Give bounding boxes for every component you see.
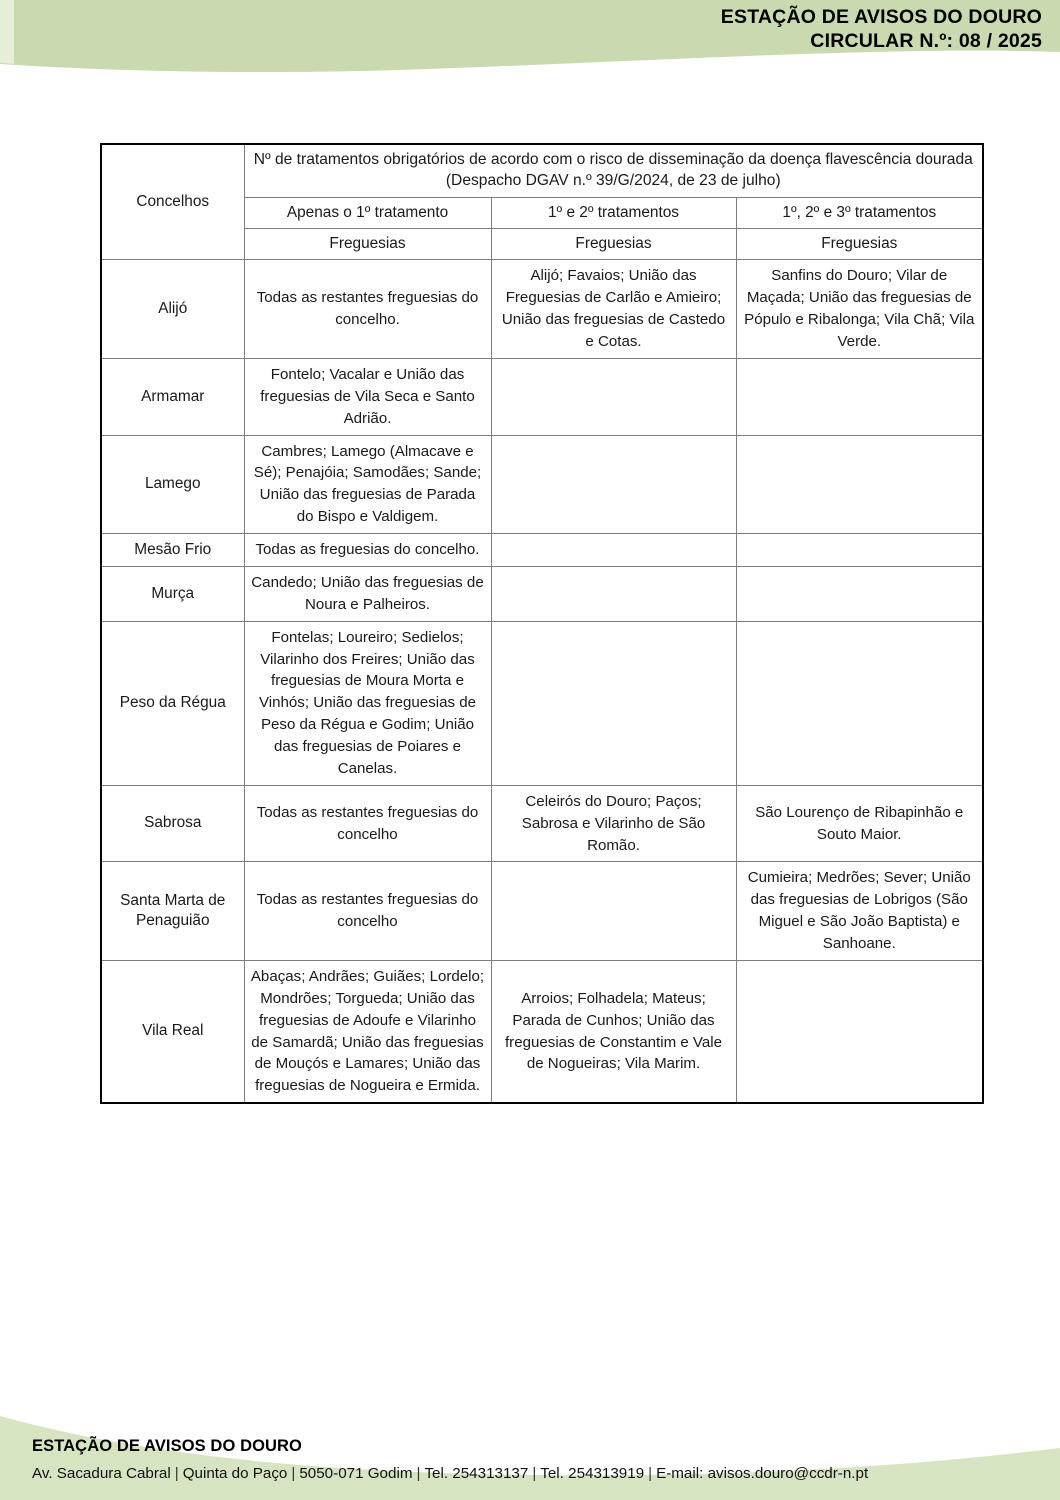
table-row xyxy=(101,960,983,1103)
header-freguesias-2: Freguesias xyxy=(491,229,736,260)
cell-treatment-3 xyxy=(736,358,983,435)
cell-treatment-1: Fontelo; Vacalar e União das freguesias de Vila Seca e Santo Adrião. xyxy=(244,358,491,435)
cell-concelho: Peso da Régua xyxy=(101,621,244,785)
cell-treatment-3 xyxy=(736,435,983,534)
cell-concelho: Santa Marta de Penaguião xyxy=(101,862,244,961)
cell-concelho: Sabrosa xyxy=(101,785,244,862)
cell-treatment-2 xyxy=(491,435,736,534)
header-row-title xyxy=(101,144,983,197)
footer-separator-5: | xyxy=(648,1465,653,1482)
header-freguesias-1: Freguesias xyxy=(244,229,491,260)
cell-treatment-1: Todas as freguesias do concelho. xyxy=(244,534,491,567)
cell-treatment-3 xyxy=(736,534,983,567)
cell-treatment-3: Cumieira; Medrões; Sever; União das freguesias de Lobrigos (São Miguel e São João Baptista) e Sanhoane. xyxy=(736,862,983,961)
header-col-1: Apenas o 1º tratamento xyxy=(244,197,491,228)
cell-treatment-1: Cambres; Lamego (Almacave e Sé); Penajóia; Samodães; Sande; União das freguesias de Parada do Bispo e Valdigem. xyxy=(244,435,491,534)
footer-org-name: ESTAÇÃO DE AVISOS DO DOURO xyxy=(32,1437,302,1455)
header-title-block xyxy=(721,6,1042,54)
cell-treatment-1: Todas as restantes freguesias do concelho xyxy=(244,862,491,961)
header-col-3: 1º, 2º e 3º tratamentos xyxy=(736,197,983,228)
cell-treatment-3: São Lourenço de Ribapinhão e Souto Maior. xyxy=(736,785,983,862)
footer-address: Av. Sacadura Cabral xyxy=(32,1465,171,1482)
table-row xyxy=(101,566,983,621)
header-col-2: 1º e 2º tratamentos xyxy=(491,197,736,228)
header-circular-number: CIRCULAR N.º: 08 / 2025 xyxy=(810,29,1042,52)
table-row xyxy=(101,862,983,961)
footer-separator-4: | xyxy=(532,1465,537,1482)
cell-treatment-2: Alijó; Favaios; União das Freguesias de Carlão e Amieiro; União das freguesias de Castedo e Cotas. xyxy=(491,260,736,359)
header-concelhos: Concelhos xyxy=(101,144,244,260)
cell-concelho: Murça xyxy=(101,566,244,621)
cell-treatment-1: Todas as restantes freguesias do concelho. xyxy=(244,260,491,359)
footer-email: E-mail: avisos.douro@ccdr-n.pt xyxy=(656,1465,869,1482)
cell-concelho: Vila Real xyxy=(101,960,244,1103)
cell-treatment-2 xyxy=(491,358,736,435)
cell-concelho: Alijó xyxy=(101,260,244,359)
cell-treatment-2 xyxy=(491,566,736,621)
footer-place: Quinta do Paço xyxy=(182,1465,288,1482)
cell-concelho: Armamar xyxy=(101,358,244,435)
footer-separator-3: | xyxy=(416,1465,421,1482)
cell-treatment-3: Sanfins do Douro; Vilar de Maçada; União das freguesias de Pópulo e Ribalonga; Vila Chã; Vila Verde. xyxy=(736,260,983,359)
table-row xyxy=(101,785,983,862)
table-body xyxy=(101,260,983,1103)
footer-contact-line xyxy=(32,1465,868,1482)
cell-concelho: Lamego xyxy=(101,435,244,534)
table-row xyxy=(101,435,983,534)
table-row xyxy=(101,260,983,359)
cell-concelho: Mesão Frio xyxy=(101,534,244,567)
table-row xyxy=(101,621,983,785)
header-freguesias-3: Freguesias xyxy=(736,229,983,260)
footer-separator-1: | xyxy=(174,1465,179,1482)
cell-treatment-2 xyxy=(491,862,736,961)
table-row xyxy=(101,358,983,435)
footer-separator-2: | xyxy=(291,1465,296,1482)
cell-treatment-1: Abaças; Andrães; Guiães; Lordelo; Mondrões; Torgueda; União das freguesias de Adoufe e Vilarinho de Samardã; União das freguesias de Mouçós e Lamares; União das freguesias de Nogueira e Ermida. xyxy=(244,960,491,1103)
cell-treatment-2 xyxy=(491,621,736,785)
footer-telephone-2: Tel. 254313919 xyxy=(540,1465,645,1482)
treatments-table xyxy=(100,143,984,1104)
table-row xyxy=(101,534,983,567)
cell-treatment-3 xyxy=(736,566,983,621)
cell-treatment-2 xyxy=(491,534,736,567)
footer-telephone-1: Tel. 254313137 xyxy=(424,1465,529,1482)
header-treatments-description: Nº de tratamentos obrigatórios de acordo com o risco de disseminação da doença flavescência dourada (Despacho DGAV n.º 39/G/2024, de 23 de julho) xyxy=(244,144,983,197)
treatments-table-container xyxy=(100,143,982,1104)
footer-postal-code: 5050-071 Godim xyxy=(299,1465,413,1482)
cell-treatment-2: Celeirós do Douro; Paços; Sabrosa e Vilarinho de São Romão. xyxy=(491,785,736,862)
cell-treatment-3 xyxy=(736,621,983,785)
cell-treatment-3 xyxy=(736,960,983,1103)
cell-treatment-2: Arroios; Folhadela; Mateus; Parada de Cunhos; União das freguesias de Constantim e Vale de Nogueiras; Vila Marim. xyxy=(491,960,736,1103)
cell-treatment-1: Todas as restantes freguesias do concelho xyxy=(244,785,491,862)
cell-treatment-1: Fontelas; Loureiro; Sedielos; Vilarinho dos Freires; União das freguesias de Moura Morta e Vinhós; União das freguesias de Peso da Régua e Godim; União das freguesias de Poiares e Canelas. xyxy=(244,621,491,785)
footer-text-block xyxy=(32,1437,868,1482)
header-org-name: ESTAÇÃO DE AVISOS DO DOURO xyxy=(720,6,1042,28)
cell-treatment-1: Candedo; União das freguesias de Noura e Palheiros. xyxy=(244,566,491,621)
table-head xyxy=(101,144,983,260)
